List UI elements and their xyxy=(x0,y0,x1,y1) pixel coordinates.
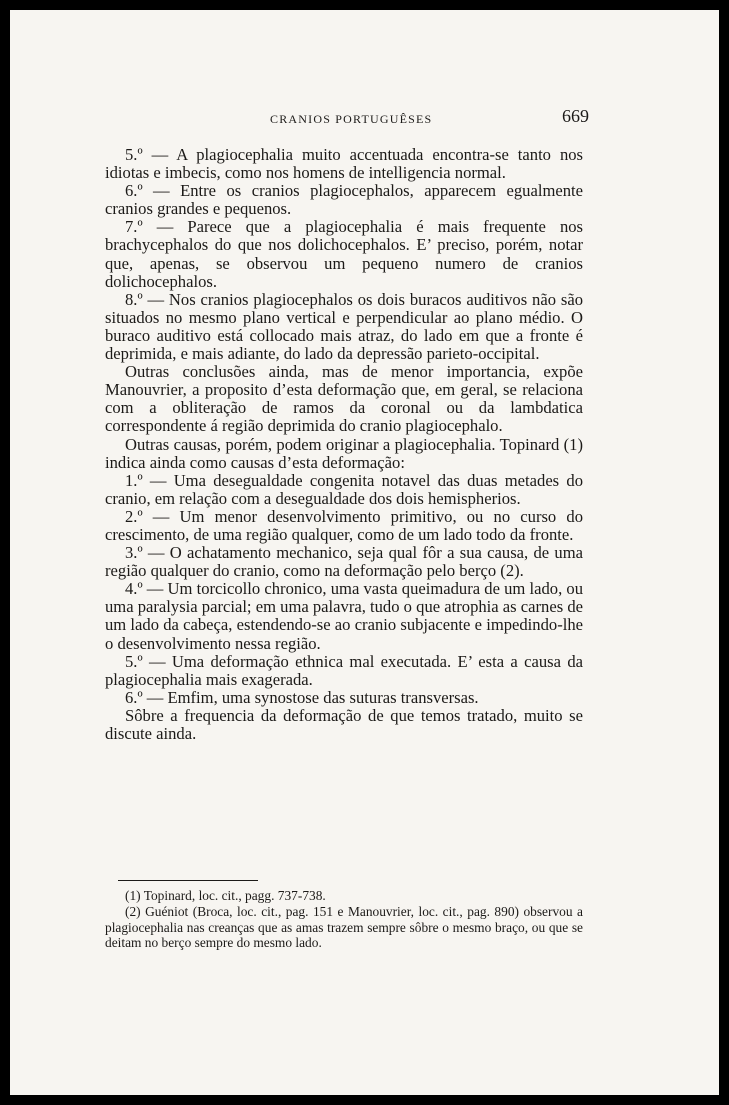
paragraph: 6.º — Entre os cranios plagiocephalos, apparecem egualmente cranios grandes e pequenos. xyxy=(105,181,583,219)
paragraph: 5.º — A plagiocephalia muito accentuada encontra-se tanto nos idiotas e imbecis, como nos homens de intelligencia normal. xyxy=(105,145,583,183)
paragraph: 2.º — Um menor desenvolvimento primitivo, ou no curso do crescimento, de uma região qualquer, como de um lado todo da fronte. xyxy=(105,506,583,544)
book-page xyxy=(10,10,719,1095)
footnote: (1) Topinard, loc. cit., pagg. 737-738. xyxy=(125,888,326,903)
paragraph: 4.º — Um torcicollo chronico, uma vasta queimadura de um lado, ou uma paralysia parcial; em uma palavra, tudo o que atrophia as carnes de um lado da cabeça, estendendo-se ao cranio subjacente e impedindo-lhe o desenvolvimento nessa região. xyxy=(105,579,583,653)
paragraph: Outras conclusões ainda, mas de menor importancia, expõe Manouvrier, a proposito d’esta deformação que, em geral, se relaciona com a obliteração de ramos da coronal ou da lambdatica correspondente á região deprimida do cranio plagiocephalo. xyxy=(105,362,583,436)
running-title: CRANIOS PORTUGUÊSES xyxy=(270,112,433,126)
footnote-divider xyxy=(118,880,258,881)
paragraph: 5.º — Uma deformação ethnica mal executada. E’ esta a causa da plagiocephalia mais exagerada. xyxy=(105,651,583,689)
body-text xyxy=(105,146,583,743)
paragraph: 6.º — Emfim, uma synostose das suturas transversas. xyxy=(125,687,479,707)
paragraph: Outras causas, porém, podem originar a plagiocephalia. Topinard (1) indica ainda como causas d’esta deformação: xyxy=(105,434,583,472)
running-header xyxy=(105,106,589,130)
paragraph: 7.º — Parece que a plagiocephalia é mais frequente nos brachycephalos do que nos dolichocephalos. E’ preciso, porém, notar que, apenas, se observou um pequeno numero de cranios dolichocephalos. xyxy=(105,217,583,291)
paragraph: Sôbre a frequencia da deformação de que temos tratado, muito se discute ainda. xyxy=(105,705,583,743)
paragraph: 8.º — Nos cranios plagiocephalos os dois buracos auditivos não são situados no mesmo plano vertical e perpendicular ao plano médio. O buraco auditivo está collocado mais atraz, do lado em que a fronte é deprimida, e mais adiante, do lado da depressão parieto-occipital. xyxy=(105,289,583,364)
page-number: 669 xyxy=(562,106,589,126)
footnotes xyxy=(105,888,583,951)
footnote: (2) Guéniot (Broca, loc. cit., pag. 151 e Manouvrier, loc. cit., pag. 890) observou a plagiocephalia nas creanças que as amas trazem sempre sôbre o mesmo braço, ou que se deitam no berço sempre do mesmo lado. xyxy=(105,903,583,951)
paragraph: 3.º — O achatamento mechanico, seja qual fôr a sua causa, de uma região qualquer do cranio, como na deformação pelo berço (2). xyxy=(105,543,583,581)
paragraph: 1.º — Uma desegualdade congenita notavel das duas metades do cranio, em relação com a desegualdade dos dois hemispherios. xyxy=(105,470,583,508)
